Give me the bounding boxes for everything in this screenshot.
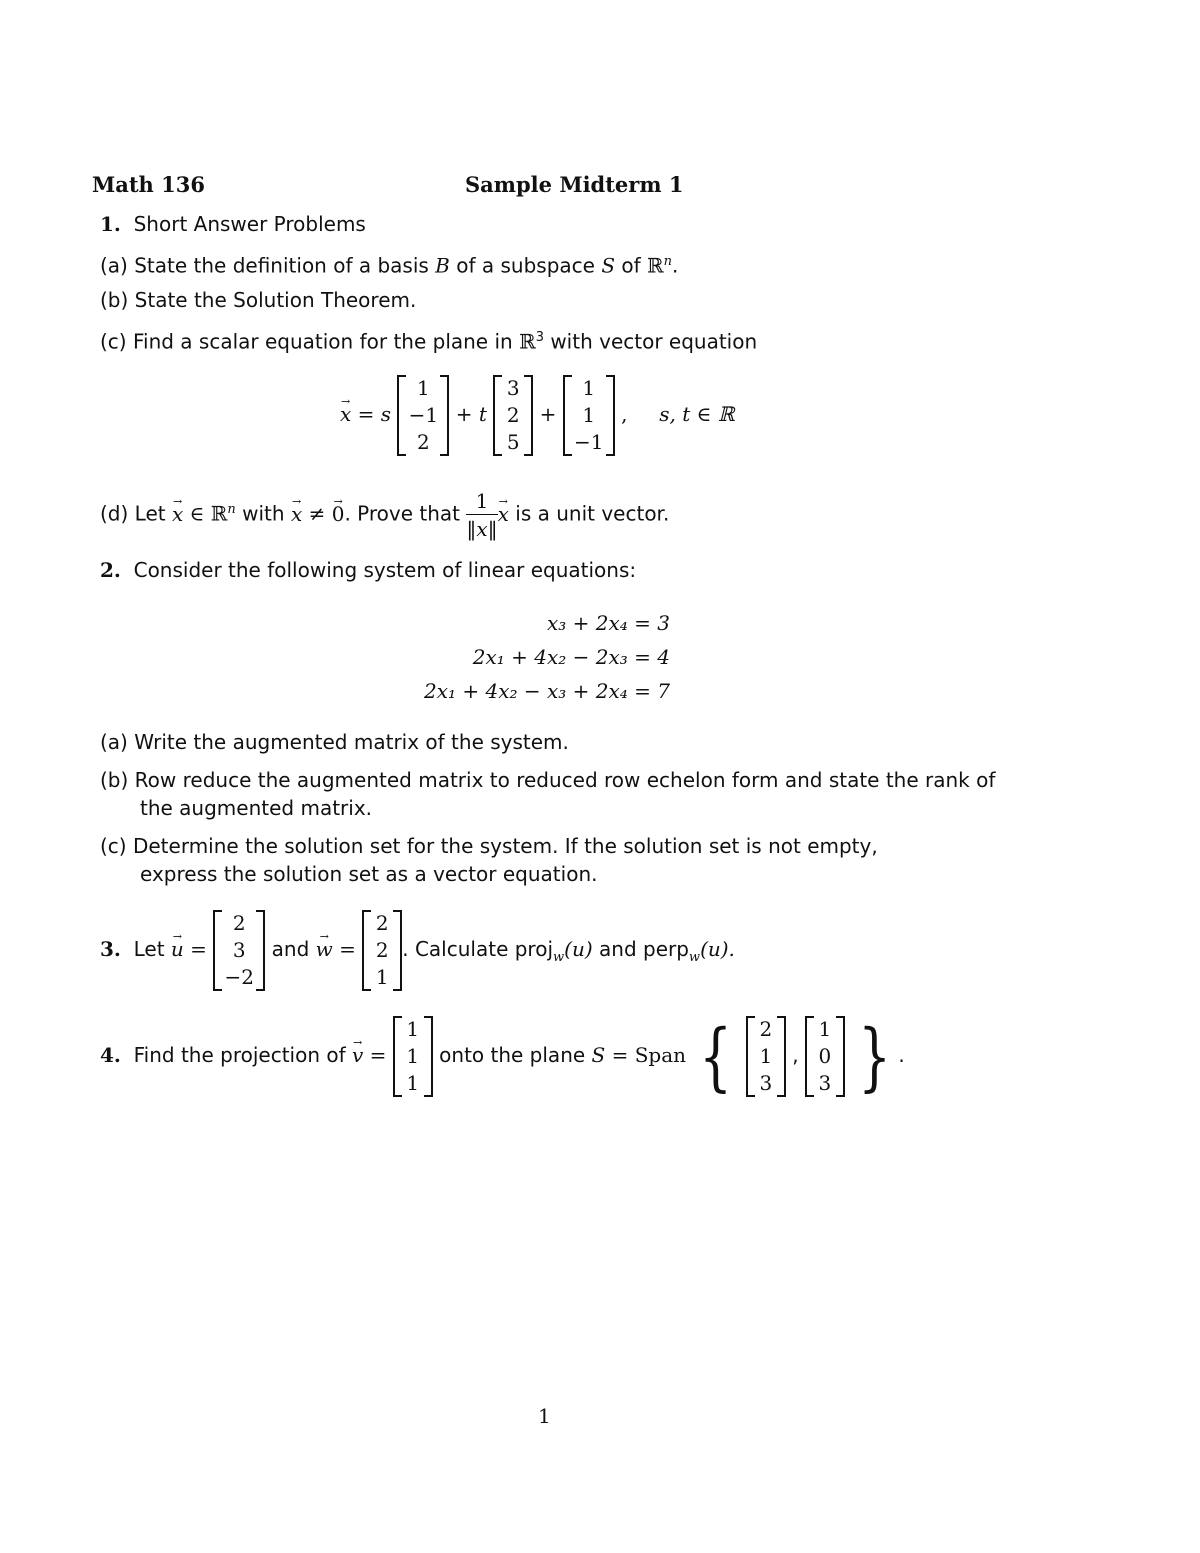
- q2c-label: (c): [100, 834, 127, 858]
- q1a-subspace-symbol: S: [601, 253, 616, 278]
- q4-span-2-entry: 3: [818, 1071, 832, 1095]
- q3-and: and: [271, 937, 310, 961]
- q1b-line: [100, 286, 416, 314]
- q1d-label: (d): [100, 501, 129, 526]
- eq-plus-1: +: [455, 402, 473, 426]
- q4-end: .: [898, 1043, 905, 1067]
- q2a-text: Write the augmented matrix of the system.: [134, 730, 569, 754]
- matrix-3-entry: −1: [574, 430, 604, 454]
- q2b-text-1: Row reduce the augmented matrix to reduced row echelon form and state the rank of: [134, 768, 996, 792]
- q2c-line-1: [100, 832, 878, 860]
- q4-v-matrix: [393, 1016, 433, 1097]
- q1a-text-pre: State the definition of a basis: [134, 253, 429, 278]
- q1-heading: Short Answer Problems: [133, 212, 366, 236]
- q3-w-vector: w →: [316, 906, 333, 992]
- q1d-line: [100, 480, 669, 544]
- q1c-vector-equation: [340, 375, 734, 456]
- q1d-x-vector-3: x →: [498, 484, 509, 544]
- q1a-label: (a): [100, 253, 128, 278]
- q3-w-entry: 2: [375, 938, 389, 962]
- matrix-1-entry: 1: [417, 376, 430, 400]
- matrix-3: [563, 375, 615, 456]
- q4-number: 4.: [100, 1043, 121, 1067]
- q1-number: 1.: [100, 212, 121, 236]
- exam-title: Sample Midterm 1: [465, 172, 684, 197]
- course-name: Math 136: [92, 172, 205, 197]
- q2-heading: Consider the following system of linear equations:: [133, 558, 637, 582]
- q1d-with: with: [242, 501, 285, 526]
- matrix-3-entry: 1: [582, 403, 596, 427]
- matrix-2-entry: 3: [506, 376, 520, 400]
- eq-equals: =: [357, 402, 375, 426]
- q3-number: 3.: [100, 937, 121, 961]
- page-number: 1: [538, 1404, 551, 1428]
- q2a-line: [100, 728, 569, 756]
- q2-number: 2.: [100, 558, 121, 582]
- q1c-exponent: 3: [535, 330, 544, 345]
- q4-span-2-entry: 0: [818, 1044, 832, 1068]
- q1d-zero-vector: 0 →: [332, 484, 345, 544]
- eq-t: t: [478, 402, 487, 426]
- q1d-fraction-numerator: 1: [466, 488, 497, 515]
- q1a-text-of: of: [621, 253, 641, 278]
- eq-x-vector: x →: [340, 399, 351, 429]
- q4-pre: Find the projection of: [133, 1043, 346, 1067]
- q1d-let: Let: [134, 501, 166, 526]
- eq-s: s: [380, 402, 392, 426]
- q3-calc: . Calculate proj: [402, 937, 554, 961]
- q1b-label: (b): [100, 288, 129, 312]
- q1a-line: (a) State the definition of a basis B of a subspace S of ℝ$^n$.: [100, 253, 679, 278]
- system-equation-3: 2x₁ + 4x₂ − x₃ + 2x₄ = 7: [424, 679, 670, 703]
- q3-proj-arg: (u): [564, 937, 593, 961]
- q1d-x-vector: x →: [172, 484, 183, 544]
- matrix-2: [493, 375, 533, 456]
- q4-span-vector-2: [805, 1016, 845, 1097]
- q4-left-brace: {: [699, 1013, 733, 1100]
- q1c-label: (c): [100, 329, 127, 354]
- q1d-fraction-denominator: ‖x‖: [466, 516, 498, 541]
- q3-u-vector: u →: [171, 906, 184, 992]
- matrix-3-entry: 1: [582, 376, 596, 400]
- q1d-post: is a unit vector.: [515, 501, 670, 526]
- q1-heading-line: [100, 210, 366, 238]
- q4-span-1-entry: 2: [759, 1017, 773, 1041]
- q1d-fraction: [466, 488, 497, 543]
- q3-u-entry: −2: [224, 965, 255, 989]
- q3-perp-arg: (u).: [700, 937, 735, 961]
- q4-right-brace: }: [858, 1013, 892, 1100]
- q1a-exponent: n: [663, 254, 673, 269]
- q1c-reals-symbol: ℝ: [519, 329, 536, 354]
- q4-mid: onto the plane: [439, 1043, 586, 1067]
- q4-v-entry: 1: [406, 1044, 420, 1068]
- q4-equals: =: [369, 1043, 387, 1067]
- q4-span-1-entry: 3: [759, 1071, 773, 1095]
- q2a-label: (a): [100, 730, 128, 754]
- q1d-in-reals: ∈ ℝ: [189, 501, 228, 526]
- q4-v-vector: v →: [352, 1012, 363, 1098]
- q4-plane-symbol: S: [591, 1043, 606, 1067]
- q2-heading-line: [100, 556, 636, 584]
- q4-span: = Span: [611, 1043, 687, 1067]
- q1a-reals-symbol: ℝ: [647, 253, 664, 278]
- q3-line: [100, 906, 735, 1001]
- q4-span-1-entry: 1: [759, 1044, 773, 1068]
- q1d-x-vector-2: x →: [291, 484, 302, 544]
- q4-line: [100, 1012, 905, 1098]
- q3-w-entry: 2: [375, 911, 389, 935]
- q4-span-vector-1: [746, 1016, 786, 1097]
- q3-u-entry: 3: [232, 938, 246, 962]
- q2b-line-1: [100, 766, 995, 794]
- q1d-prove: . Prove that: [344, 501, 460, 526]
- q2c-text-1: Determine the solution set for the system. If the solution set is not empty,: [132, 834, 878, 858]
- q4-span-2-entry: 1: [818, 1017, 832, 1041]
- q1a-basis-symbol: B: [435, 253, 450, 278]
- q2b-text-2: the augmented matrix.: [140, 796, 373, 820]
- q3-let: Let: [133, 937, 165, 961]
- system-equation-1: x₃ + 2x₄ = 3: [547, 611, 670, 635]
- q1c-line: [100, 324, 757, 356]
- matrix-1-entry: 2: [417, 430, 430, 454]
- q1a-text-mid: of a subspace: [456, 253, 595, 278]
- system-equation-2: 2x₁ + 4x₂ − 2x₃ = 4: [472, 645, 670, 669]
- q3-u-entry: 2: [232, 911, 246, 935]
- matrix-1: [397, 375, 449, 456]
- q3-proj-subscript: w: [553, 950, 565, 965]
- matrix-2-entry: 5: [506, 430, 520, 454]
- q4-v-entry: 1: [406, 1017, 420, 1041]
- q3-equals-1: =: [190, 937, 207, 961]
- eq-plus-2: +: [539, 402, 557, 426]
- eq-parameters: s, t ∈ ℝ: [659, 402, 735, 426]
- q2c-text-2: express the solution set as a vector equation.: [140, 862, 598, 886]
- matrix-2-entry: 2: [506, 403, 520, 427]
- matrix-1-entry: −1: [408, 403, 439, 427]
- q1b-text: State the Solution Theorem.: [134, 288, 417, 312]
- q4-v-entry: 1: [406, 1071, 420, 1095]
- q1c-text-pre: Find a scalar equation for the plane in: [132, 329, 513, 354]
- q1d-exponent: n: [227, 502, 236, 517]
- q3-equals-2: =: [339, 937, 356, 961]
- q3-u-matrix: [213, 910, 265, 991]
- q1d-not-equal: ≠: [308, 501, 326, 526]
- q2b-label: (b): [100, 768, 129, 792]
- q3-w-matrix: [362, 910, 402, 991]
- eq-comma: ,: [621, 402, 628, 426]
- q3-perp-subscript: w: [688, 950, 701, 965]
- q3-and-perp: and perp: [599, 937, 689, 961]
- q1c-text-post: with vector equation: [550, 329, 758, 354]
- q3-w-entry: 1: [375, 965, 389, 989]
- q4-comma: ,: [792, 1043, 799, 1067]
